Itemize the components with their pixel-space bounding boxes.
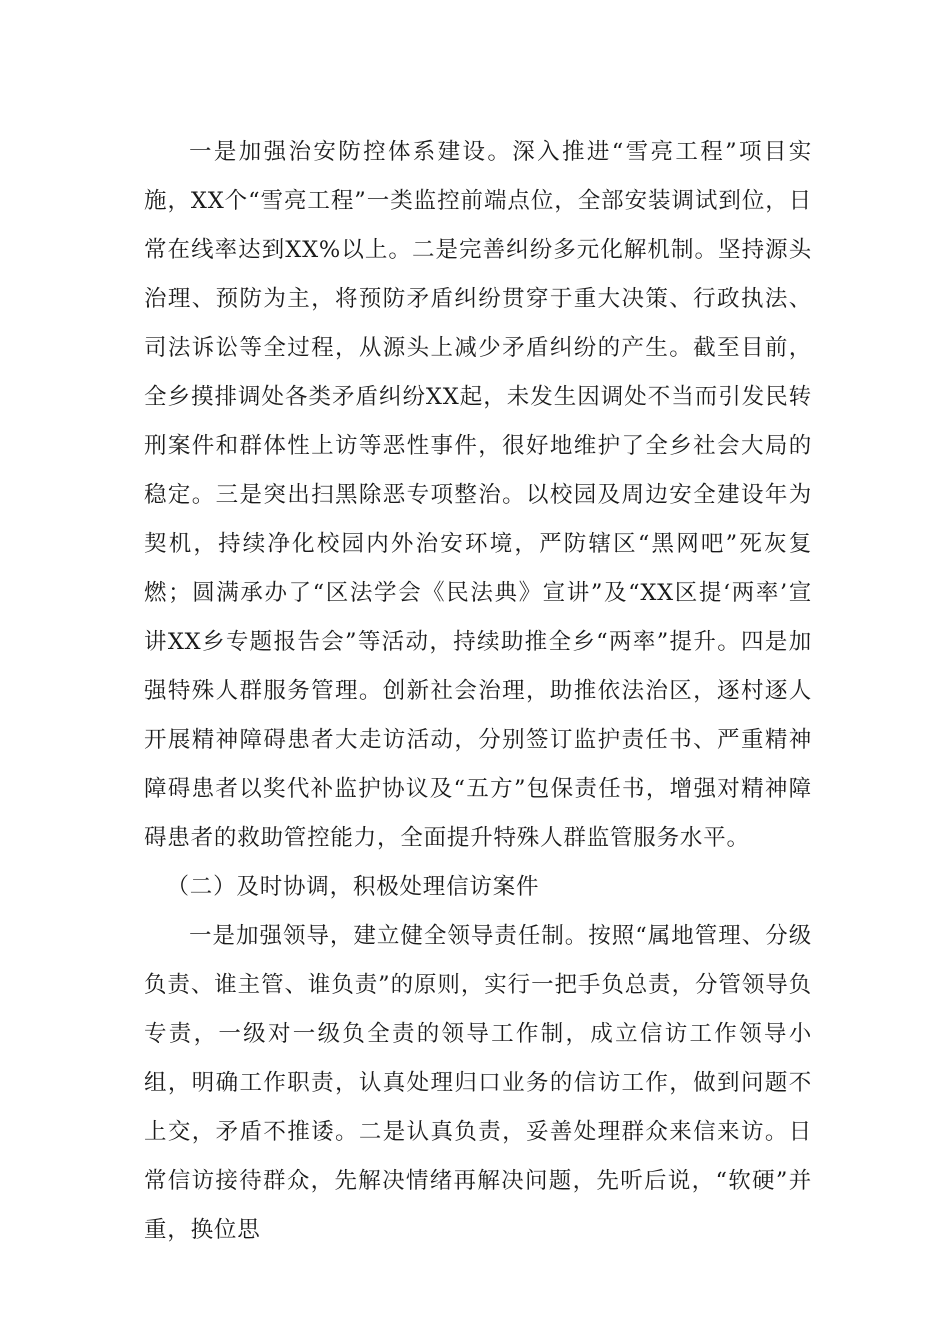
section-heading-petition: （二）及时协调，积极处理信访案件	[166, 874, 540, 900]
document-body	[144, 128, 812, 1255]
paragraph-public-security: 一是加强治安防控体系建设。深入推进“雪亮工程”项目实施，XX个“雪亮工程”一类监控前端点位，全部安装调试到位，日常在线率达到XX%以上。二是完善纠纷多元化解机制。坚持源头治理、预防为主，将预防矛盾纠纷贯穿于重大决策、行政执法、司法诉讼等全过程，从源头上减少矛盾纠纷的产生。截至目前，全乡摸排调处各类矛盾纠纷XX起，未发生因调处不当而引发民转刑案件和群体性上访等恶性事件，很好地维护了全乡社会大局的稳定。三是突出扫黑除恶专项整治。以校园及周边安全建设年为契机，持续净化校园内外治安环境，严防辖区“黑网吧”死灰复燃；圆满承办了“区法学会《民法典》宣讲”及“XX区提‘两率’宣讲XX乡专题报告会”等活动，持续助推全乡“两率”提升。四是加强特殊人群服务管理。创新社会治理，助推依法治区，逐村逐人开展精神障碍患者大走访活动，分别签订监护责任书、严重精神障碍患者以奖代补监护协议及“五方”包保责任书，增强对精神障碍患者的救助管控能力，全面提升特殊人群监管服务水平。	[144, 139, 812, 851]
paragraph-petition-handling: 一是加强领导，建立健全领导责任制。按照“属地管理、分级负责、谁主管、谁负责”的原则，实行一把手负总责，分管领导负专责，一级对一级负全责的领导工作制，成立信访工作领导小组，明确工作职责，认真处理归口业务的信访工作，做到问题不上交，矛盾不推诿。二是认真负责，妥善处理群众来信来访。日常信访接待群众，先解决情绪再解决问题，先听后说，“软硬”并重，换位思	[144, 923, 812, 1243]
